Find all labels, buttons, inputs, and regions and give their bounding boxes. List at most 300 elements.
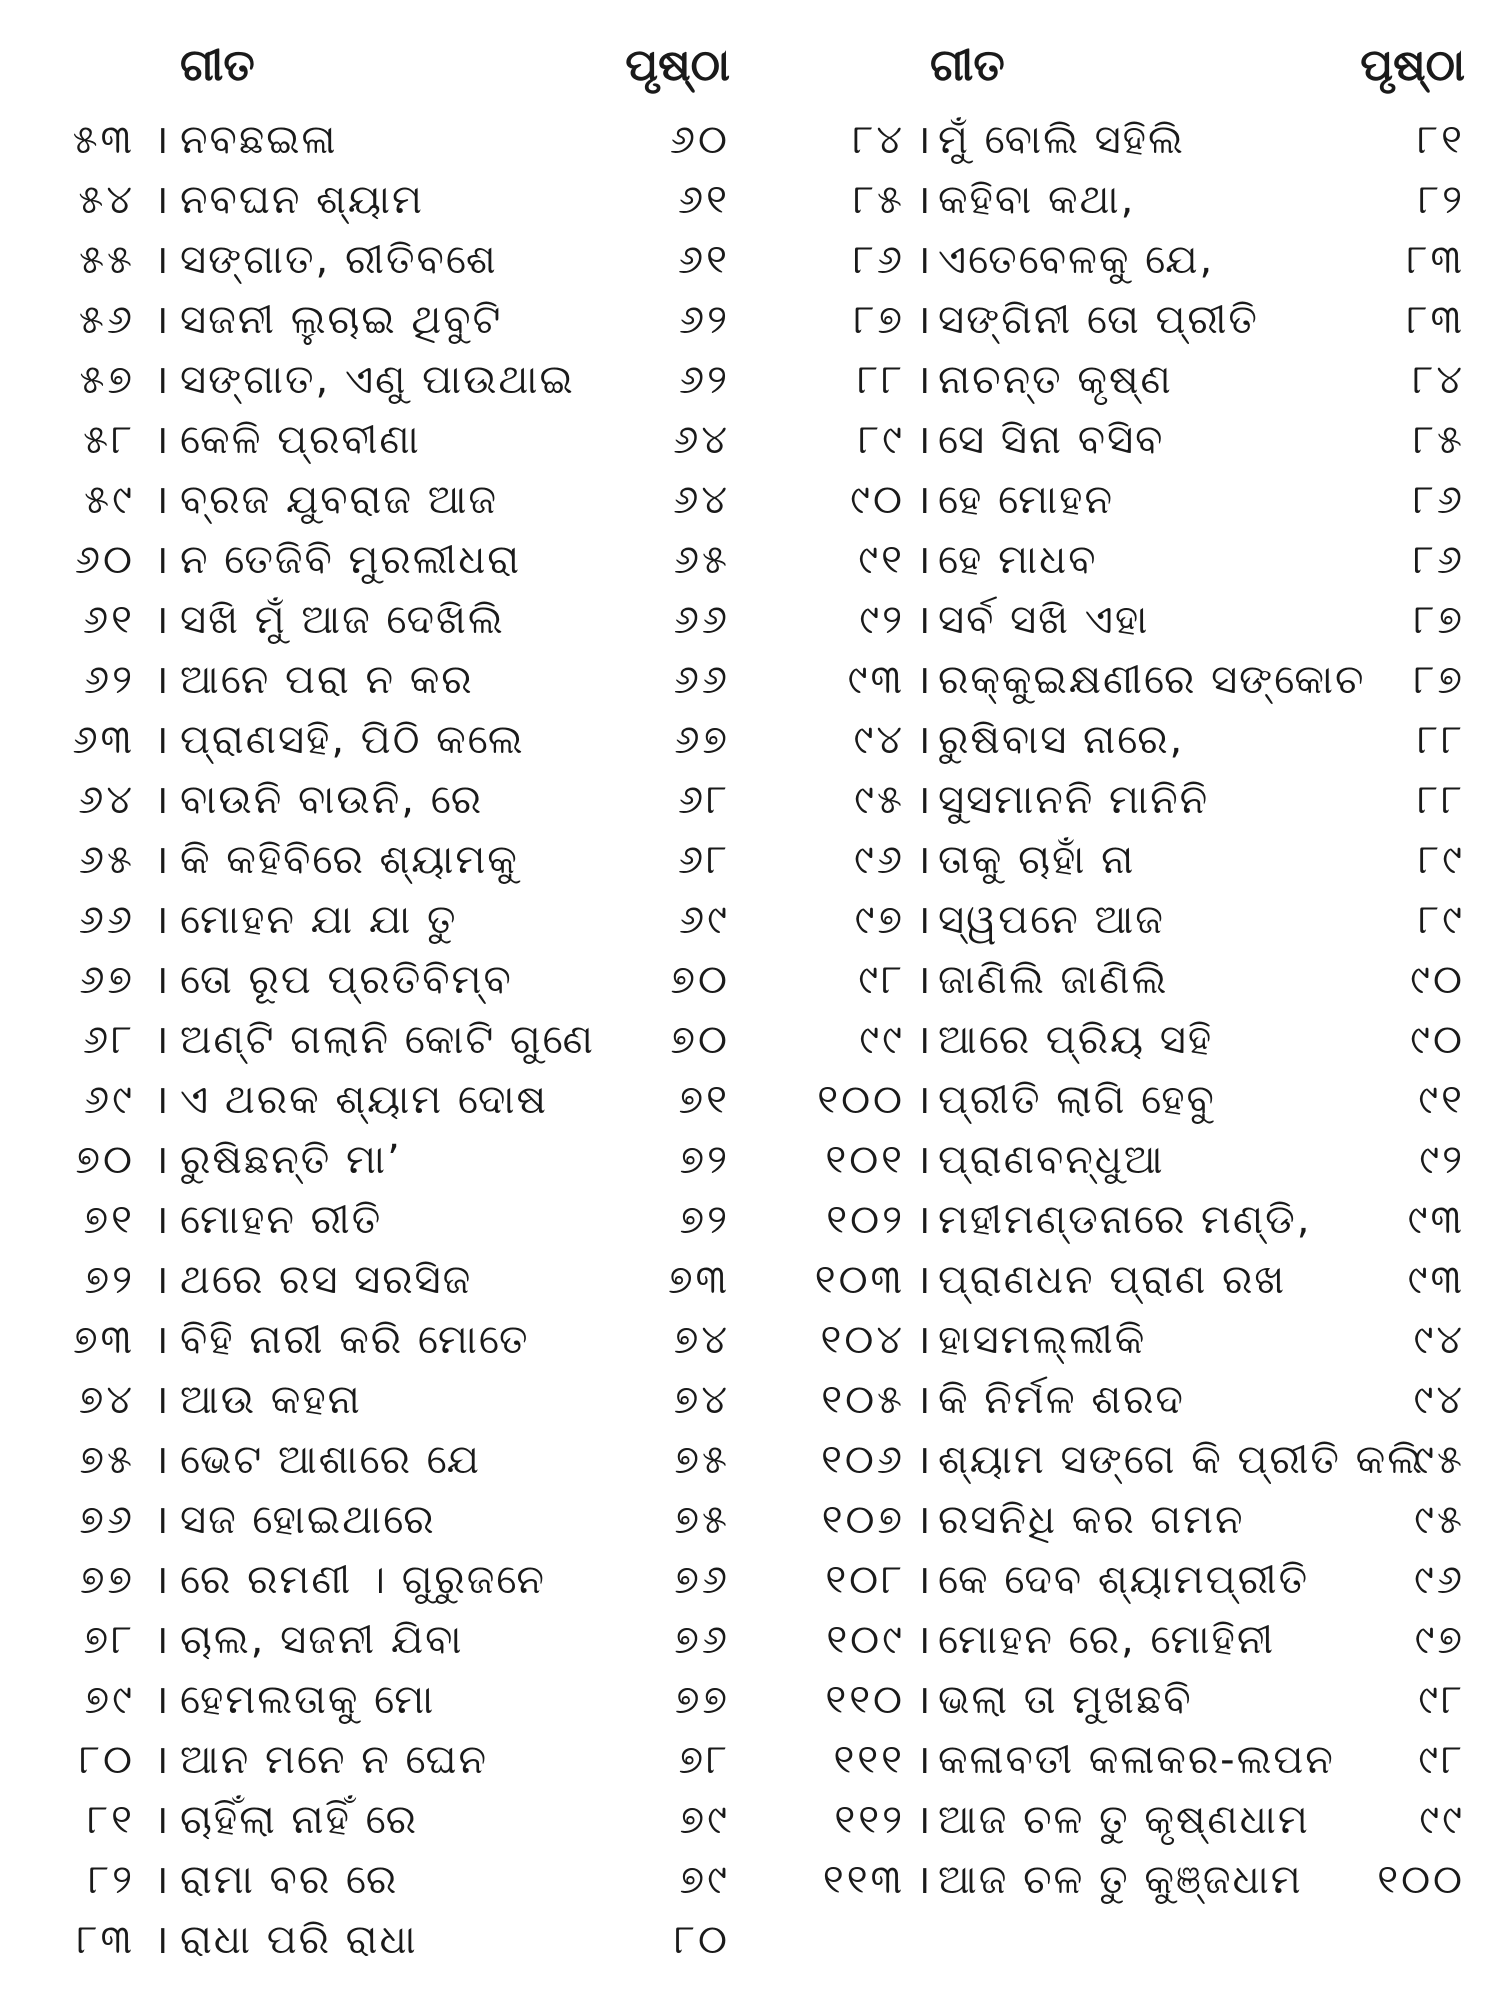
song-number: ୮୩ — [76, 1917, 135, 1963]
page-number: ୯୮ — [1418, 1737, 1465, 1783]
danda-separator: । — [915, 1677, 931, 1723]
song-number: ୬୦ — [74, 537, 135, 583]
danda-separator: । — [915, 1437, 931, 1483]
song-number: ୧୦୨ — [826, 1197, 905, 1243]
danda-separator: । — [153, 1797, 169, 1843]
song-title: ହେ ମୋହନ — [938, 477, 1115, 523]
page-number: ୬୨ — [678, 357, 730, 403]
song-entry — [50, 530, 730, 590]
page-number: ୭୪ — [673, 1317, 730, 1363]
song-entry — [800, 710, 1465, 770]
song-entry — [800, 290, 1465, 350]
song-entry — [50, 1670, 730, 1730]
song-title: ଆଉ କହନା — [180, 1377, 362, 1423]
song-title: ନାଚନ୍ତ କୃଷ୍ଣ — [938, 357, 1173, 403]
page-number: ୭୬ — [674, 1557, 730, 1603]
song-number: ୬୪ — [78, 777, 135, 823]
page-number: ୬୮ — [678, 837, 730, 883]
song-entry — [800, 950, 1465, 1010]
song-entry — [800, 1670, 1465, 1730]
song-title: ହାସମଲ୍ଲୀକି — [938, 1317, 1147, 1363]
song-title: ସଜନୀ ଲୁଚାଇ ଥିବୁଟି — [180, 297, 503, 343]
song-entry — [800, 110, 1465, 170]
danda-separator: । — [153, 1857, 169, 1903]
song-number: ୫୫ — [79, 237, 135, 283]
page-number: ୮୭ — [1413, 597, 1465, 643]
song-title: ଏତେବେଳକୁ ଯେ, — [938, 237, 1215, 283]
danda-separator: । — [915, 417, 931, 463]
danda-separator: । — [153, 897, 169, 943]
column-header — [50, 40, 730, 110]
song-number: ୫୯ — [84, 477, 135, 523]
song-entry — [800, 410, 1465, 470]
song-entry — [50, 830, 730, 890]
song-entry — [800, 530, 1465, 590]
song-entry — [50, 1550, 730, 1610]
song-title: ବ୍ରଜ ଯୁବରାଜ ଆଜ — [180, 477, 499, 523]
danda-separator: । — [915, 177, 931, 223]
column-header — [800, 40, 1465, 110]
song-title: ସଜ ହୋଇଥାରେ — [180, 1497, 436, 1543]
song-entry — [800, 1130, 1465, 1190]
danda-separator: । — [915, 537, 931, 583]
song-entry — [50, 950, 730, 1010]
danda-separator: । — [915, 1737, 931, 1783]
song-entry — [800, 1370, 1465, 1430]
danda-separator: । — [153, 1017, 169, 1063]
danda-separator: । — [915, 1557, 931, 1603]
song-title: ରସନିଧି କର ଗମନ — [938, 1497, 1245, 1543]
page-number: ୬୫ — [673, 537, 730, 583]
song-entry — [50, 230, 730, 290]
song-number: ୭୧ — [83, 1197, 135, 1243]
danda-separator: । — [153, 1497, 169, 1543]
page-number: ୯୭ — [1414, 1617, 1465, 1663]
song-number: ୯୮ — [858, 957, 905, 1003]
song-entry — [50, 1730, 730, 1790]
song-number: ୯୭ — [854, 897, 905, 943]
page-number: ୭୮ — [678, 1737, 730, 1783]
page-number: ୮୩ — [1406, 297, 1465, 343]
page-number: ୭୧ — [678, 1077, 730, 1123]
song-title: କହିବା କଥା, — [938, 177, 1136, 223]
danda-separator: । — [153, 1677, 169, 1723]
song-number: ୫୩ — [72, 117, 135, 163]
song-title: ମୁଁ ବୋଲି ସହିଲି — [938, 117, 1185, 163]
contents-column-right — [800, 40, 1465, 1910]
song-number: ୧୦୮ — [825, 1557, 905, 1603]
danda-separator: । — [915, 1317, 931, 1363]
song-number: ୯୯ — [859, 1017, 905, 1063]
song-number: ୭୨ — [84, 1257, 135, 1303]
song-entry — [800, 1430, 1465, 1490]
song-title: ଭେଟ ଆଶାରେ ଯେ — [180, 1437, 481, 1483]
danda-separator: । — [153, 1557, 169, 1603]
song-entry — [800, 1190, 1465, 1250]
song-entry — [50, 1790, 730, 1850]
song-title: ସେ ସିନା ବସିବ — [938, 417, 1165, 463]
danda-separator: । — [915, 837, 931, 883]
song-number: ୧୦୬ — [821, 1437, 905, 1483]
song-number: ୮୪ — [852, 117, 905, 163]
song-title: ଆଜ ଚଳ ତୁ କୃଷ୍ଣଧାମ — [938, 1797, 1310, 1843]
song-entry — [800, 1550, 1465, 1610]
page-number: ୬୭ — [674, 717, 730, 763]
song-number: ୧୧୨ — [834, 1797, 905, 1843]
page-number: ୧୦୦ — [1377, 1857, 1465, 1903]
song-number: ୧୦୧ — [825, 1137, 905, 1183]
song-title: ଅଣ୍ଟି ଗଲାନି କୋଟି ଗୁଣେ — [180, 1017, 595, 1063]
song-number: ୮୯ — [858, 417, 905, 463]
song-title: ହେମଲତାକୁ ମୋ — [180, 1677, 436, 1723]
song-title: ରାମା ବର ରେ — [180, 1857, 399, 1903]
page-number: ୯୫ — [1414, 1437, 1465, 1483]
page-number: ୬୬ — [673, 597, 730, 643]
danda-separator: । — [153, 1737, 169, 1783]
song-title: ନବଘନ ଶ୍ୟାମ — [180, 177, 424, 223]
song-number: ୯୧ — [858, 537, 905, 583]
page-number: ୯୯ — [1419, 1797, 1465, 1843]
page-number: ୯୦ — [1410, 957, 1465, 1003]
song-number: ୯୪ — [853, 717, 905, 763]
song-number: ୮୦ — [79, 1737, 135, 1783]
page-number: ୯୦ — [1410, 1017, 1465, 1063]
danda-separator: । — [915, 897, 931, 943]
song-number: ୧୦୩ — [814, 1257, 905, 1303]
song-title: ସୁସମାନନି ମାନିନି — [938, 777, 1210, 823]
song-title: କେ ଦେବ ଶ୍ୟାମପ୍ରୀତି — [938, 1557, 1310, 1603]
song-entry — [800, 1010, 1465, 1070]
song-entry — [50, 290, 730, 350]
page-number: ୮୩ — [1406, 237, 1465, 283]
song-entry — [800, 650, 1465, 710]
danda-separator: । — [915, 297, 931, 343]
song-entry — [800, 470, 1465, 530]
song-title: ନ ତେଜିବି ମୁରଲୀଧରା — [180, 537, 522, 583]
song-number: ୧୦୪ — [820, 1317, 905, 1363]
song-number: ୭୪ — [78, 1377, 135, 1423]
song-entry — [50, 1370, 730, 1430]
song-title: ମୋହନ ଯା ଯା ତୁ — [180, 897, 458, 943]
song-entry — [800, 1310, 1465, 1370]
song-entry — [800, 1730, 1465, 1790]
song-title: ଚାହିଁଲା ନାହିଁ ରେ — [180, 1797, 418, 1843]
song-title: ବିହି ନାରୀ କରି ମୋତେ — [180, 1317, 530, 1363]
song-entry — [50, 1130, 730, 1190]
song-number: ୧୦୯ — [826, 1617, 905, 1663]
song-number: ୭୯ — [84, 1677, 135, 1723]
page-number: ୬୦ — [669, 117, 730, 163]
page-number: ୬୪ — [673, 477, 730, 523]
song-entry — [800, 170, 1465, 230]
page-number: ୭୫ — [674, 1497, 730, 1543]
song-title: ପ୍ରାଣଧନ ପ୍ରାଣ ରଖ — [938, 1257, 1287, 1303]
page-number: ୯୫ — [1414, 1497, 1465, 1543]
song-title: ପ୍ରାଣସହି, ପିଠି କଲେ — [180, 717, 525, 763]
song-entry — [50, 1910, 730, 1970]
page-column-heading: ପୃଷ୍ଠା — [625, 40, 730, 91]
song-entry — [50, 1190, 730, 1250]
song-title: ସଙ୍ଗିନୀ ତୋ ପ୍ରୀତି — [938, 297, 1259, 343]
song-entry — [50, 1850, 730, 1910]
page-number: ୭୪ — [673, 1377, 730, 1423]
song-entry — [800, 770, 1465, 830]
song-title: କଳାବତୀ କଳାକର-ଲପନ — [938, 1737, 1335, 1783]
danda-separator: । — [153, 1437, 169, 1483]
song-entry — [50, 770, 730, 830]
song-entry — [800, 590, 1465, 650]
danda-separator: । — [153, 1917, 169, 1963]
danda-separator: । — [915, 1497, 931, 1543]
page-number: ୬୬ — [673, 657, 730, 703]
song-number: ୫୭ — [79, 357, 135, 403]
song-number: ୭୭ — [80, 1557, 135, 1603]
danda-separator: । — [153, 1377, 169, 1423]
page-number: ୮୮ — [1417, 777, 1465, 823]
page-number: ୮୮ — [1417, 717, 1465, 763]
danda-separator: । — [915, 117, 931, 163]
page-number: ୮୭ — [1413, 657, 1465, 703]
page-number: ୮୫ — [1413, 417, 1465, 463]
song-entry — [50, 1610, 730, 1670]
danda-separator: । — [915, 1797, 931, 1843]
danda-separator: । — [153, 297, 169, 343]
page-column-heading: ପୃଷ୍ଠା — [1360, 40, 1465, 91]
danda-separator: । — [153, 177, 169, 223]
song-entry — [800, 890, 1465, 950]
danda-separator: । — [153, 477, 169, 523]
song-title: ପ୍ରାଣବନ୍ଧୁଆ — [938, 1137, 1165, 1183]
page-number: ୮୦ — [674, 1917, 730, 1963]
danda-separator: । — [153, 117, 169, 163]
page-number: ୮୨ — [1418, 177, 1465, 223]
song-entry — [50, 1070, 730, 1130]
danda-separator: । — [153, 357, 169, 403]
song-number: ୭୩ — [73, 1317, 135, 1363]
song-entry — [50, 1010, 730, 1070]
danda-separator: । — [153, 237, 169, 283]
song-column-heading: ଗୀତ — [930, 40, 1005, 91]
page-number: ୭୦ — [670, 1017, 730, 1063]
danda-separator: । — [153, 597, 169, 643]
song-entry — [800, 350, 1465, 410]
song-number: ୬୫ — [78, 837, 135, 883]
page-number: ୭୨ — [679, 1137, 730, 1183]
song-number: ୧୧୧ — [833, 1737, 905, 1783]
danda-separator: । — [915, 777, 931, 823]
song-number: ୭୫ — [79, 1437, 135, 1483]
song-title: ରୁଷିଛନ୍ତି ମା’ — [180, 1137, 402, 1183]
song-title: ମୋହନ ରେ, ମୋହିନୀ — [938, 1617, 1276, 1663]
song-entry — [800, 1250, 1465, 1310]
song-entry — [800, 1070, 1465, 1130]
song-number: ୯୫ — [854, 777, 905, 823]
danda-separator: । — [153, 657, 169, 703]
song-number: ୬୯ — [84, 1077, 135, 1123]
song-entry — [800, 830, 1465, 890]
song-title: ଶ୍ୟାମ ସଙ୍ଗେ କି ପ୍ରୀତି କଲି — [938, 1437, 1425, 1483]
song-number: ୬୧ — [83, 597, 135, 643]
page-number: ୭୯ — [679, 1857, 730, 1903]
danda-separator: । — [915, 1197, 931, 1243]
danda-separator: । — [153, 417, 169, 463]
song-entry — [50, 1430, 730, 1490]
song-title: ହେ ମାଧବ — [938, 537, 1098, 583]
song-number: ୧୧୦ — [825, 1677, 905, 1723]
song-number: ୫୪ — [78, 177, 135, 223]
danda-separator: । — [915, 1257, 931, 1303]
page-number: ୭୬ — [674, 1617, 730, 1663]
song-title: ନବଛଇଳା — [180, 117, 338, 163]
page-number: ୯୩ — [1407, 1197, 1465, 1243]
song-title: ସର୍ବ ସଖି ଏହା — [938, 597, 1150, 643]
danda-separator: । — [153, 777, 169, 823]
danda-separator: । — [915, 357, 931, 403]
song-entry — [50, 1310, 730, 1370]
song-entry — [50, 590, 730, 650]
song-entry — [800, 1790, 1465, 1850]
danda-separator: । — [153, 837, 169, 883]
danda-separator: । — [915, 477, 931, 523]
song-number: ୬୭ — [79, 957, 135, 1003]
song-entry — [50, 470, 730, 530]
song-number: ୭୦ — [75, 1137, 135, 1183]
song-number: ୭୮ — [83, 1617, 135, 1663]
song-title: ଆରେ ପ୍ରିୟ ସହି — [938, 1017, 1214, 1063]
song-number: ୮୭ — [853, 297, 905, 343]
song-entry — [800, 1850, 1465, 1910]
page-number: ୯୪ — [1413, 1377, 1465, 1423]
page-number: ୮୬ — [1413, 477, 1465, 523]
danda-separator: । — [915, 717, 931, 763]
song-number: ୬୮ — [83, 1017, 135, 1063]
song-title: ମୋହନ ରୀତି — [180, 1197, 383, 1243]
song-title: ରାଧା ପରି ରାଧା — [180, 1917, 418, 1963]
song-number: ୬୬ — [78, 897, 135, 943]
page-number: ୯୨ — [1419, 1137, 1465, 1183]
page-number: ୮୯ — [1418, 837, 1465, 883]
page-number: ୭୨ — [679, 1197, 730, 1243]
danda-separator: । — [915, 1077, 931, 1123]
song-entry — [50, 1250, 730, 1310]
song-title: ଚାଲ, ସଜନୀ ଯିବା — [180, 1617, 464, 1663]
page-number: ୮୬ — [1413, 537, 1465, 583]
song-title: ଥରେ ରସ ସରସିଜ — [180, 1257, 473, 1303]
song-number: ୮୬ — [853, 237, 905, 283]
danda-separator: । — [153, 1137, 169, 1183]
song-title: କି କହିବିରେ ଶ୍ୟାମକୁ — [180, 837, 519, 883]
song-entry — [50, 170, 730, 230]
song-title: ଭଲା ତା ମୁଖଛବି — [938, 1677, 1193, 1723]
danda-separator: । — [915, 957, 931, 1003]
song-number: ୫୬ — [78, 297, 135, 343]
page-number: ୭୭ — [675, 1677, 730, 1723]
song-entry — [50, 1490, 730, 1550]
song-entry — [50, 350, 730, 410]
song-entry — [50, 410, 730, 470]
song-entry — [50, 110, 730, 170]
contents-column-left — [50, 40, 730, 1970]
page-number: ୭୦ — [670, 957, 730, 1003]
song-entry — [800, 230, 1465, 290]
song-title: ସଙ୍ଗାତ, ରୀତିବଶେ — [180, 237, 498, 283]
song-number: ୮୧ — [87, 1797, 135, 1843]
song-title: ମହୀମଣ୍ଡନାରେ ମଣ୍ଡି, — [938, 1197, 1312, 1243]
danda-separator: । — [915, 1617, 931, 1663]
song-number: ୫୮ — [83, 417, 135, 463]
page-number: ୬୮ — [678, 777, 730, 823]
song-title: ପ୍ରୀତି ଲାଗି ହେବୁ — [938, 1077, 1216, 1123]
page-number: ୯୬ — [1414, 1557, 1465, 1603]
danda-separator: । — [915, 597, 931, 643]
danda-separator: । — [153, 1197, 169, 1243]
song-title: କେଳି ପ୍ରବୀଣା — [180, 417, 421, 463]
song-number: ୯୦ — [850, 477, 905, 523]
song-number: ୧୦୫ — [821, 1377, 905, 1423]
song-title: ଆନେ ପରା ନ କର — [180, 657, 474, 703]
page-number: ୯୧ — [1418, 1077, 1465, 1123]
danda-separator: । — [915, 1857, 931, 1903]
song-list — [800, 110, 1465, 1910]
song-number: ୧୦୦ — [817, 1077, 905, 1123]
song-number: ୯୬ — [854, 837, 905, 883]
danda-separator: । — [153, 1317, 169, 1363]
song-number: ୮୮ — [857, 357, 905, 403]
song-entry — [50, 890, 730, 950]
song-title: ରୁଷିବାସ ନାରେ, — [938, 717, 1185, 763]
page-number: ୮୧ — [1417, 117, 1465, 163]
page-number: ୯୩ — [1407, 1257, 1465, 1303]
danda-separator: । — [915, 1377, 931, 1423]
song-entry — [50, 710, 730, 770]
danda-separator: । — [153, 1077, 169, 1123]
danda-separator: । — [153, 717, 169, 763]
danda-separator: । — [915, 1017, 931, 1063]
song-title: ସଙ୍ଗାତ, ଏଣୁ ପାଉଥାଇ — [180, 357, 575, 403]
page-number: ୬୪ — [673, 417, 730, 463]
song-number: ୬୩ — [72, 717, 135, 763]
page-number: ୭୫ — [674, 1437, 730, 1483]
song-title: ବାଉନି ବାଉନି, ରେ — [180, 777, 484, 823]
page-number: ୬୧ — [678, 177, 730, 223]
song-title: କି ନିର୍ମଳ ଶରଦ — [938, 1377, 1185, 1423]
page-number: ୭୯ — [679, 1797, 730, 1843]
page-number: ୯୪ — [1413, 1317, 1465, 1363]
song-column-heading: ଗୀତ — [180, 40, 255, 91]
song-number: ୮୨ — [88, 1857, 135, 1903]
song-title: ଆନ ମନେ ନ ଘେନ — [180, 1737, 489, 1783]
page-number: ୬୨ — [678, 297, 730, 343]
song-entry — [800, 1610, 1465, 1670]
song-number: ୮୫ — [853, 177, 905, 223]
song-title: ଜାଣିଲି ଜାଣିଲି — [938, 957, 1169, 1003]
page-number: ୯୮ — [1418, 1677, 1465, 1723]
song-title: ସଖି ମୁଁ ଆଜ ଦେଖିଲି — [180, 597, 505, 643]
danda-separator: । — [153, 1257, 169, 1303]
danda-separator: । — [915, 237, 931, 283]
song-number: ୯୨ — [859, 597, 905, 643]
song-number: ୯୩ — [847, 657, 905, 703]
danda-separator: । — [915, 657, 931, 703]
song-number: ୧୦୭ — [821, 1497, 905, 1543]
danda-separator: । — [153, 1617, 169, 1663]
song-title: ଆଜ ଚଳ ତୁ କୁଞ୍ଜଧାମ — [938, 1857, 1303, 1903]
song-number: ୧୧୩ — [822, 1857, 905, 1903]
page-number: ୭୩ — [668, 1257, 730, 1303]
song-title: ସ୍ୱପନେ ଆଜ — [938, 897, 1165, 943]
danda-separator: । — [153, 957, 169, 1003]
danda-separator: । — [153, 537, 169, 583]
